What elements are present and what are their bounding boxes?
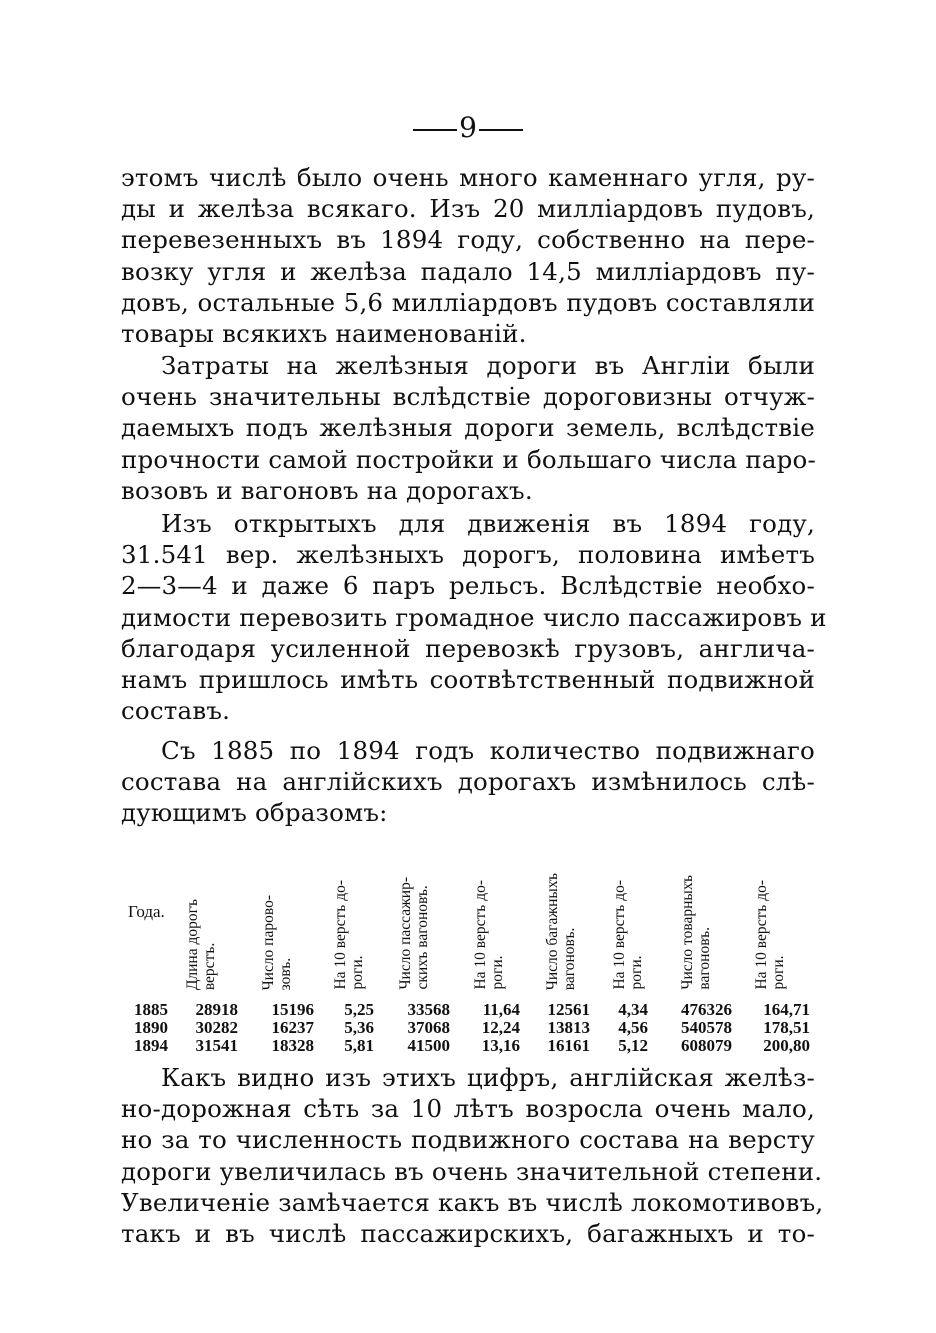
text-line: но за то численность подвижного состава на версту [121,1125,815,1155]
text-line: такъ и въ числѣ пассажирскихъ, багажныхъ и то- [121,1219,815,1249]
table-header-per-10-versts-1: На 10 верстъ до- роги. [332,880,366,990]
table-cell: 200,80 [763,1036,810,1055]
table-cell: 608079 [681,1036,732,1055]
text-line: намъ пришлось имѣть соотвѣтственный подвижной [121,665,815,695]
table-header-passenger-cars: Число пассажир- скихъ вагоновъ. [397,877,431,990]
table-cell: 164,71 [763,1000,810,1019]
table-cell: 1894 [134,1036,168,1055]
table-header-locomotives: Число парово- зовъ. [260,894,294,990]
table-cell: 178,51 [763,1018,810,1037]
table-cell: 5,81 [344,1036,374,1055]
text-line: состава на англійскихъ дорогахъ измѣнилось слѣ- [121,767,815,797]
table-cell: 4,56 [618,1018,648,1037]
table-cell: 16161 [547,1036,590,1055]
text-line: прочности самой постройки и большаго числа паро- [121,444,816,474]
table-cell: 1885 [134,1000,168,1019]
table-header-freight-cars: Число товарныхъ вагоновъ. [679,875,713,990]
text-line: благодаря усиленной перевозкѣ грузовъ, англича- [121,633,815,663]
table-cell: 476326 [681,1000,732,1019]
text-line: Увеличеніе замѣчается какъ въ числѣ локомотивовъ, [121,1187,824,1217]
text-line: Съ 1885 по 1894 годъ количество подвижнаго [161,736,815,765]
text-line: возовъ и вагоновъ на дорогахъ. [121,475,533,505]
table-cell: 5,36 [344,1018,374,1037]
text-line: 2—3—4 и даже 6 паръ рельсъ. Вслѣдствіе необхо- [121,571,815,601]
table-cell: 30282 [195,1018,238,1037]
text-line: очень значительны вслѣдствіе дороговизны отчуж- [121,382,815,412]
table-header-per-10-versts-4: На 10 верстъ до- роги. [753,880,787,990]
text-line: дующимъ образомъ: [121,798,388,828]
text-line: довъ, остальные 5,6 милліардовъ пудовъ составляли [121,287,815,317]
paragraph-3 [121,508,827,726]
text-line: Изъ открытыхъ для движенія въ 1894 году, [161,509,815,538]
text-line: ды и желѣза всякаго. Изъ 20 милліардовъ пудовъ, [121,194,815,224]
table-cell: 31541 [195,1036,238,1055]
table-cell: 13,16 [481,1036,520,1055]
text-line: этомъ числѣ было очень много каменнаго угля, ру- [121,163,815,192]
text-line: перевезенныхъ въ 1894 году, собственно на пере- [121,225,815,255]
table-cell: 11,64 [482,1000,520,1019]
table-cell: 1890 [134,1018,168,1037]
table-cell: 12,24 [481,1018,520,1037]
text-line: товары всякихъ наименованій. [121,319,527,349]
text-line: возку угля и желѣза падало 14,5 милліардовъ пу- [121,256,815,286]
text-line: но-дорожная сѣть за 10 лѣтъ возросла очень мало, [121,1094,815,1124]
text-line: Какъ видно изъ этихъ цифръ, англійская желѣз- [161,1063,815,1092]
table-cell: 33568 [407,1000,450,1019]
table-cell: 12561 [547,1000,590,1019]
page-number-rule-right [479,129,523,131]
table-cell: 4,34 [618,1000,648,1019]
table-cell: 18328 [271,1036,314,1055]
rolling-stock-table [120,828,820,1058]
table-cell: 13813 [547,1018,590,1037]
table-header-year: Года. [128,902,165,921]
text-line: Затраты на желѣзныя дороги въ Англіи были [161,351,815,380]
paragraph-2 [121,350,815,506]
text-line: дороги увеличилась въ очень значительной степени. [121,1156,823,1186]
text-line: составъ. [121,696,231,726]
table-header-baggage-cars: Число багажныхъ вагоновъ. [544,872,578,990]
paragraph-4 [121,735,815,829]
table-header-length: Длина дорогъ верстъ. [184,898,218,990]
paragraph-1 [121,162,815,349]
table-cell: 15196 [271,1000,314,1019]
text-line: даемыхъ подъ желѣзныя дороги земель, вслѣдствіе [121,413,815,443]
text-line: 31.541 вер. желѣзныхъ дорогъ, половина имѣетъ [121,540,815,570]
table-header-per-10-versts-3: На 10 верстъ до- роги. [611,880,645,990]
table-cell: 5,12 [618,1036,648,1055]
table-cell: 41500 [407,1036,450,1055]
table-cell: 16237 [271,1018,314,1037]
page-number-rule-left [413,129,457,131]
table-cell: 540578 [681,1018,732,1037]
table-cell: 28918 [195,1000,238,1019]
table-cell: 5,25 [344,1000,374,1019]
table-header-per-10-versts-2: На 10 верстъ до- роги. [472,880,506,990]
page-number-text: 9 [459,111,477,144]
paragraph-5 [121,1062,824,1249]
table-cell: 37068 [407,1018,450,1037]
page-number [0,112,936,144]
text-line: димости перевозить громадное число пассажировъ и [121,602,827,632]
